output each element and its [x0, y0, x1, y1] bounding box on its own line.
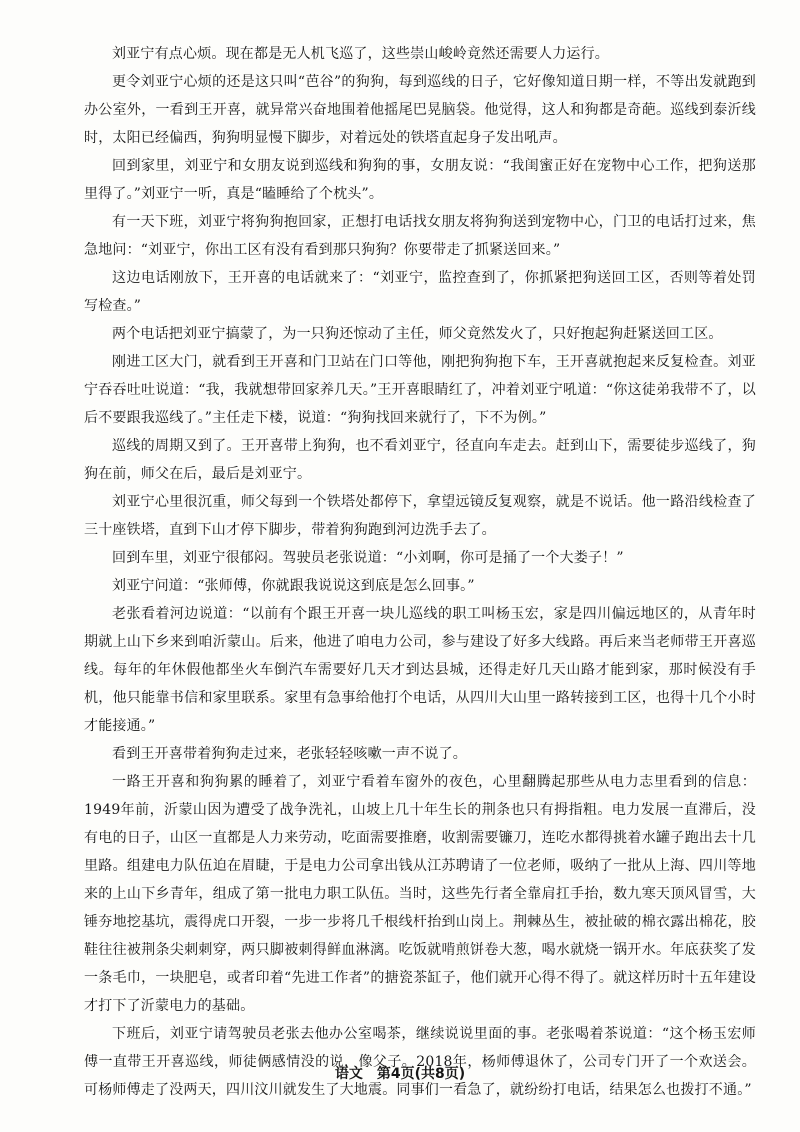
paragraph: 老张看着河边说道：“以前有个跟王开喜一块儿巡线的职工叫杨玉宏，家是四川偏远地区的，从青年时期就上山下乡来到咱沂蒙山。后来，他进了咱电力公司，参与建设了好多大线路。再后来当老师带王开喜巡线。每年的年休假他都坐火车倒汽车需要好几天才到达县城，还得走好几天山路才能到家，那时候没有手机，他只能靠书信和家里联系。家里有急事给他打个电话，从四川大山里一路转接到工区，也得十几个小时才能接通。”: [84, 606, 756, 734]
paragraph: 一路王开喜和狗狗累的睡着了，刘亚宁看着车窗外的夜色，心里翻腾起那些从电力志里看到的信息：1949年前，沂蒙山因为遭受了战争洗礼，山坡上几十年生长的荆条也只有拇指粗。电力发展一直滞后，没有电的日子，山区一直都是人力来劳动，吃面需要推磨，收割需要镰刀，连吃水都得挑着水罐子跑出去十几里路。组建电力队伍迫在眉睫，于是电力公司拿出钱从江苏聘请了一位老师，吸纳了一批从上海、四川等地来的上山下乡青年，组成了第一批电力职工队伍。当时，这些先行者全靠肩扛手抬，数九寒天顶风冒雪，大锤夯地挖基坑，震得虎口开裂，一步一步将几千根线杆抬到山岗上。荆棘丛生，被扯破的棉衣露出棉花，胶鞋往往被荆条尖刺刺穿，两只脚被刺得鲜血淋漓。吃饭就啃煎饼卷大葱，喝水就烧一锅开水。年底获奖了发一条毛巾，一块肥皂，或者印着“先进工作者”的搪瓷茶缸子，他们就开心得不得了。就这样历时十五年建设才打下了沂蒙电力的基础。: [84, 774, 756, 1014]
paragraph: 下班后，刘亚宁请驾驶员老张去他办公室喝茶，继续说说里面的事。老张喝着茶说道：“这个杨玉宏师傅一直带王开喜巡线，师徒俩感情没的说，像父子。2018年，杨师傅退休了，公司专门开了一个欢送会。可杨师傅走了没两天，四川汶川就发生了大地震。同事们一看急了，就纷纷打电话，结果怎么也拨打不通。”: [84, 1026, 756, 1098]
paragraph: 两个电话把刘亚宁搞蒙了，为一只狗还惊动了主任，师父竟然发火了，只好抱起狗赶紧送回工区。: [112, 326, 723, 342]
paragraph: 刘亚宁有点心烦。现在都是无人机飞巡了，这些崇山峻岭竟然还需要人力运行。: [112, 46, 609, 62]
article-body: [84, 40, 756, 1104]
paragraph: 刚进工区大门，就看到王开喜和门卫站在门口等他，刚把狗狗抱下车，王开喜就抱起来反复检查。刘亚宁吞吞吐吐说道：“我，我就想带回家养几天。”王开喜眼睛红了，冲着刘亚宁吼道：“你这徒弟我带不了，以后不要跟我巡线了。”主任走下楼，说道：“狗狗找回来就行了，下不为例。”: [84, 354, 756, 426]
paragraph: 看到王开喜带着狗狗走过来，老张轻轻咳嗽一声不说了。: [112, 746, 467, 762]
paragraph: 刘亚宁问道：“张师傅，你就跟我说说这到底是怎么回事。”: [112, 578, 475, 594]
page-footer: 语文 第4页(共8页): [334, 1066, 466, 1082]
paragraph: 回到家里，刘亚宁和女朋友说到巡线和狗狗的事，女朋友说：“我闺蜜正好在宠物中心工作，把狗送那里得了。”刘亚宁一听，真是“瞌睡给了个枕头”。: [84, 158, 756, 202]
paragraph: 有一天下班，刘亚宁将狗狗抱回家，正想打电话找女朋友将狗狗送到宠物中心，门卫的电话打过来，焦急地问：“刘亚宁，你出工区有没有看到那只狗狗？你要带走了抓紧送回来。”: [84, 214, 756, 258]
paragraph: 这边电话刚放下，王开喜的电话就来了：“刘亚宁，监控查到了，你抓紧把狗送回工区，否则等着处罚写检查。”: [84, 270, 756, 314]
paragraph: 回到车里，刘亚宁很郁闷。驾驶员老张说道：“小刘啊，你可是捅了一个大娄子！”: [112, 550, 624, 566]
paragraph: 更令刘亚宁心烦的还是这只叫“芭谷”的狗狗，每到巡线的日子，它好像知道日期一样，不等出发就跑到办公室外，一看到王开喜，就异常兴奋地围着他摇尾巴晃脑袋。他觉得，这人和狗都是奇葩。巡线到泰沂线时，太阳已经偏西，狗狗明显慢下脚步，对着远处的铁塔直起身子发出吼声。: [84, 74, 756, 146]
paragraph: 巡线的周期又到了。王开喜带上狗狗，也不看刘亚宁，径直向车走去。赶到山下，需要徒步巡线了，狗狗在前，师父在后，最后是刘亚宁。: [84, 438, 756, 482]
paragraph: 刘亚宁心里很沉重，师父每到一个铁塔处都停下，拿望远镜反复观察，就是不说话。他一路沿线检查了三十座铁塔，直到下山才停下脚步，带着狗狗跑到河边洗手去了。: [84, 494, 756, 538]
